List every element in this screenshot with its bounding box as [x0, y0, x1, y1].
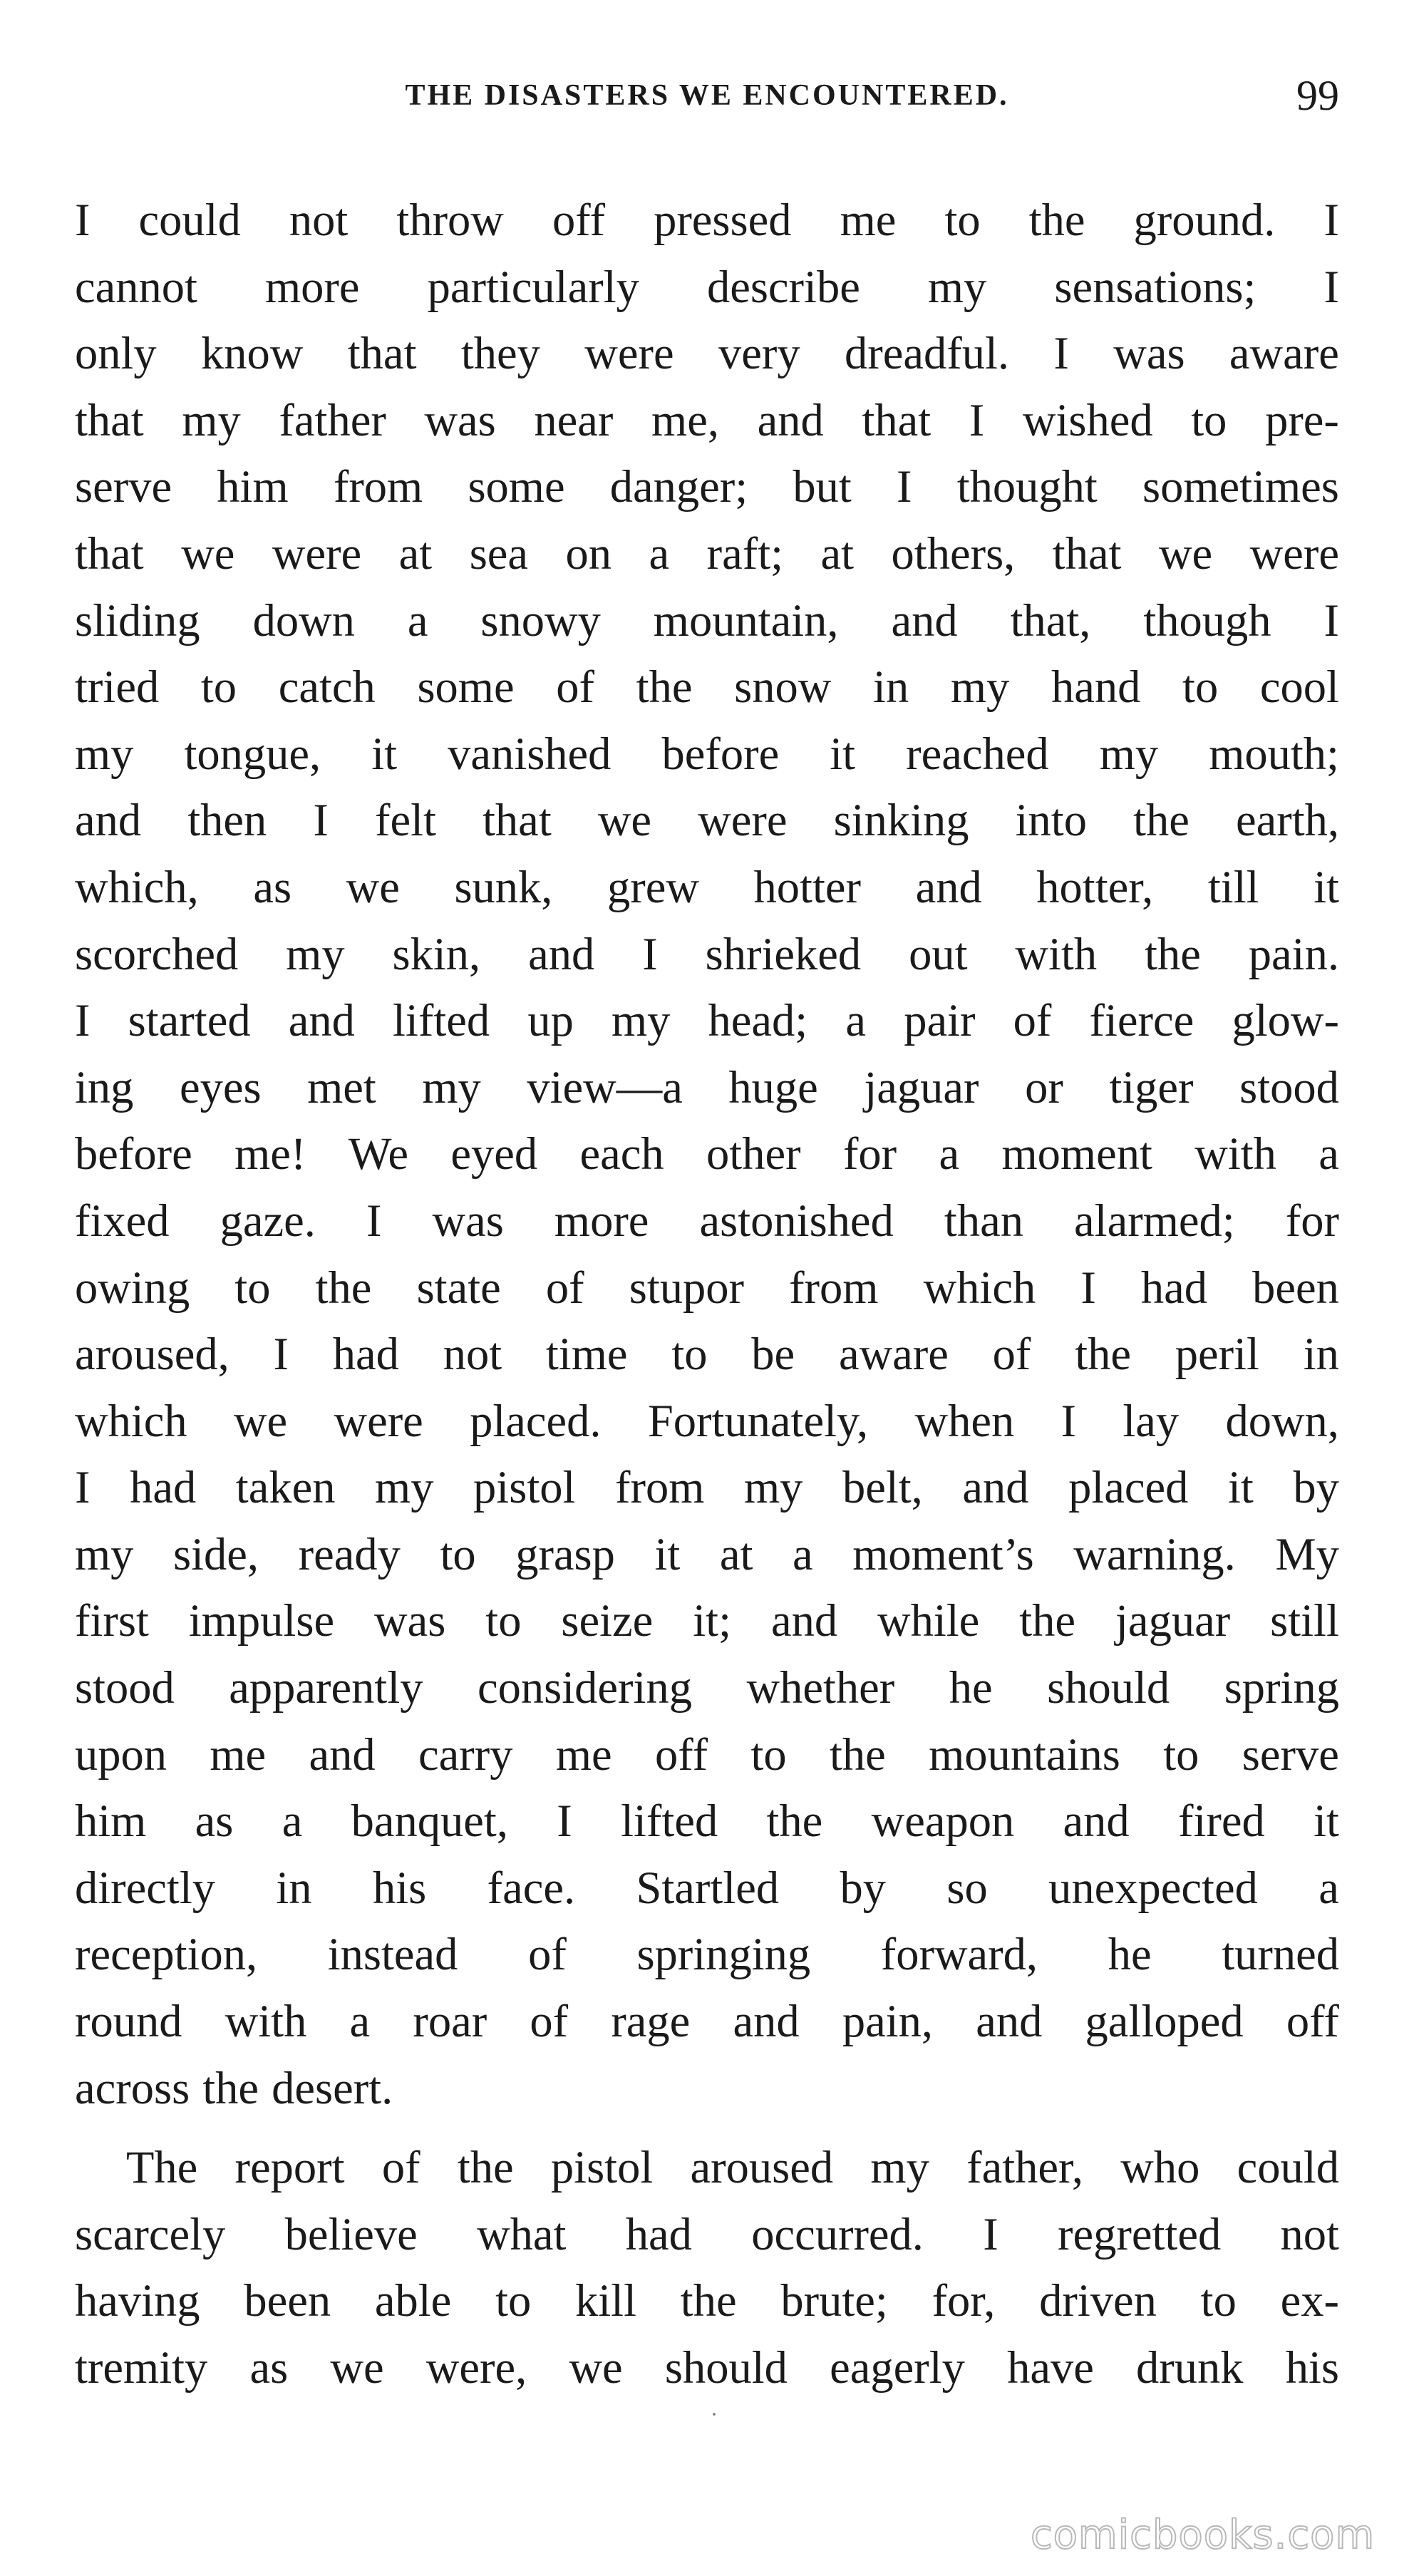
text-line: serve him from some danger; but I thought sometimes — [75, 461, 1339, 512]
text-line: aroused, I had not time to be aware of the peril in — [75, 1329, 1339, 1380]
text-line: I could not throw off pressed me to the ground. I — [75, 195, 1339, 245]
body-text — [75, 187, 1339, 2401]
text-line: upon me and carry me off to the mountains to serve — [75, 1729, 1339, 1780]
text-line: which, as we sunk, grew hotter and hotter, till it — [75, 861, 1339, 912]
running-head — [75, 71, 1339, 128]
paragraph — [75, 2134, 1339, 2401]
text-line: owing to the state of stupor from which I had been — [75, 1262, 1339, 1313]
text-line: tremity as we were, we should eagerly have drunk his — [75, 2342, 1339, 2393]
text-line: tried to catch some of the snow in my hand to cool — [75, 661, 1339, 713]
text-line: first impulse was to seize it; and while the jaguar still — [75, 1595, 1339, 1647]
text-line: that my father was near me, and that I wished to pre- — [75, 394, 1339, 445]
text-line: only know that they were very dreadful. I was aware — [75, 328, 1339, 379]
text-line: scorched my skin, and I shrieked out with the pain. — [75, 928, 1339, 979]
text-line: cannot more particularly describe my sensations; I — [75, 261, 1339, 312]
text-line: having been able to kill the brute; for, driven to ex- — [75, 2275, 1339, 2327]
text-line: reception, instead of springing forward, he turned — [75, 1929, 1339, 1980]
text-line: and then I felt that we were sinking into the earth, — [75, 795, 1339, 846]
text-line: fixed gaze. I was more astonished than alarmed; for — [75, 1195, 1339, 1246]
text-line: I had taken my pistol from my belt, and placed it by — [75, 1462, 1339, 1513]
paragraph — [75, 187, 1339, 2121]
chapter-title: THE DISASTERS WE ENCOUNTERED. — [405, 79, 1009, 112]
text-line: before me! We eyed each other for a moment with a — [75, 1128, 1339, 1180]
text-line: sliding down a snowy mountain, and that, though I — [75, 594, 1339, 646]
text-line: stood apparently considering whether he should spring — [75, 1662, 1339, 1714]
text-line: scarcely believe what had occurred. I regretted not — [75, 2208, 1339, 2260]
text-line: I started and lifted up my head; a pair of fierce glow- — [75, 995, 1339, 1046]
printer-mark — [713, 2413, 716, 2416]
page-number: 99 — [1296, 72, 1339, 119]
watermark: comicbooks.com — [1030, 2512, 1375, 2558]
text-line: which we were placed. Fortunately, when I lay down, — [75, 1395, 1339, 1446]
text-line: across the desert. — [75, 2062, 393, 2113]
text-line: my tongue, it vanished before it reached my mouth; — [75, 728, 1339, 779]
paragraph-gap — [75, 2121, 1339, 2134]
text-line: that we were at sea on a raft; at others, that we were — [75, 527, 1339, 579]
text-line: The report of the pistol aroused my father, who could — [126, 2142, 1339, 2193]
text-line: my side, ready to grasp it at a moment’s warning. My — [75, 1528, 1339, 1580]
text-line: round with a roar of rage and pain, and galloped off — [75, 1996, 1339, 2047]
text-line: ing eyes met my view—a huge jaguar or tiger stood — [75, 1061, 1339, 1113]
text-line: him as a banquet, I lifted the weapon and fired it — [75, 1796, 1339, 1847]
text-line: directly in his face. Startled by so unexpected a — [75, 1862, 1339, 1913]
